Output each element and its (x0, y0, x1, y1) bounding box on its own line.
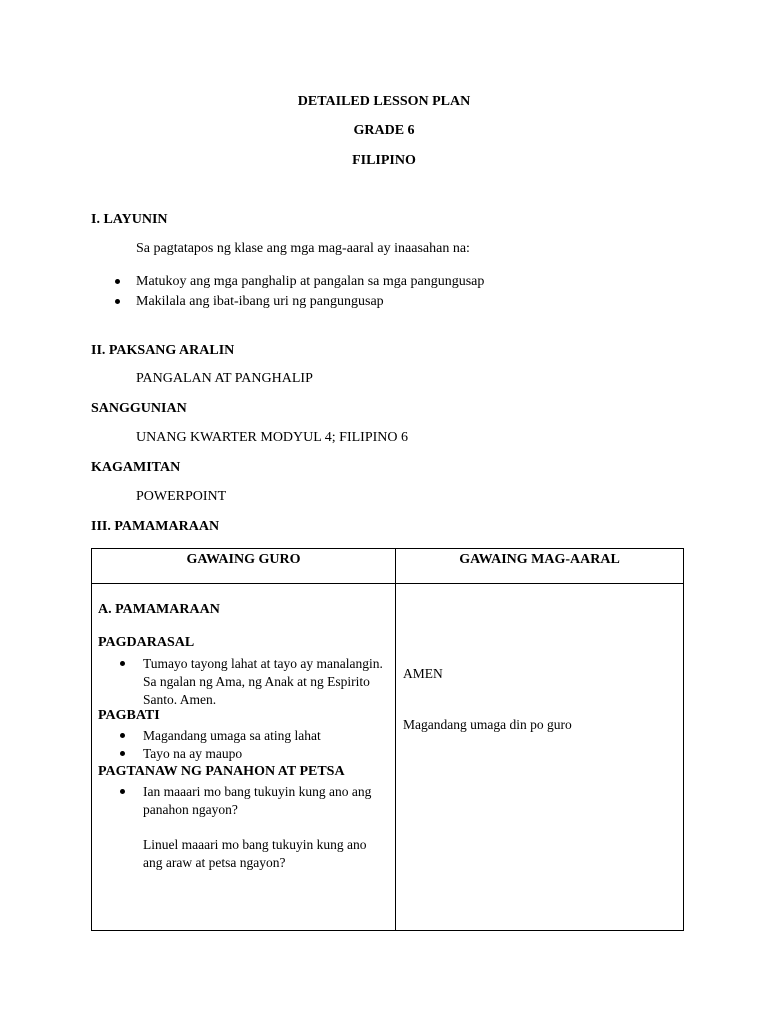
kagamitan-value: POWERPOINT (136, 489, 227, 504)
list-item: Tayo na ay maupo (98, 745, 388, 763)
column-header-student: GAWAING MAG-AARAL (396, 549, 684, 584)
table-header-row (92, 549, 684, 584)
pagbati-label: PAGBATI (98, 708, 160, 723)
kagamitan-heading: KAGAMITAN (91, 460, 181, 475)
pagtanaw-followup: Linuel maaari mo bang tukuyin kung ano ang araw at petsa ngayon? (143, 837, 367, 870)
response-amen: AMEN (403, 666, 443, 681)
list-item: Ian maaari mo bang tukuyin kung ano ang panahon ngayon? (98, 783, 388, 819)
document-title: DETAILED LESSON PLAN (297, 94, 471, 109)
list-item: Tumayo tayong lahat at tayo ay manalangin. Sa ngalan ng Ama, ng Anak at ng Espirito Santo. Amen. (98, 655, 388, 709)
sanggunian-value: UNANG KWARTER MODYUL 4; FILIPINO 6 (136, 430, 409, 445)
subject-label: FILIPINO (352, 153, 416, 168)
layunin-heading: I. LAYUNIN (91, 212, 168, 227)
bullet-icon (120, 661, 125, 666)
list-item: Makilala ang ibat-ibang uri ng pangungusap (91, 292, 484, 312)
section-title: A. PAMAMARAAN (98, 602, 220, 617)
objectives-list (91, 272, 484, 312)
activity-table (91, 548, 684, 931)
bullet-icon (120, 751, 125, 756)
student-activities-cell (396, 584, 684, 931)
grade-label: GRADE 6 (353, 123, 415, 138)
pagbati-list (98, 727, 388, 763)
list-item: Magandang umaga sa ating lahat (98, 727, 388, 745)
sanggunian-heading: SANGGUNIAN (91, 401, 187, 416)
column-header-teacher: GAWAING GURO (92, 549, 396, 584)
bullet-icon (120, 733, 125, 738)
list-item: Matukoy ang mga panghalip at pangalan sa mga pangungusap (91, 272, 484, 292)
pagdarasal-label: PAGDARASAL (98, 635, 195, 650)
pagdarasal-list (98, 655, 388, 709)
bullet-icon (115, 299, 120, 304)
response-greeting: Magandang umaga din po guro (403, 717, 572, 732)
layunin-intro: Sa pagtatapos ng klase ang mga mag-aaral ay inaasahan na: (136, 241, 470, 256)
paksang-aralin-heading: II. PAKSANG ARALIN (91, 343, 235, 358)
pagtanaw-label: PAGTANAW NG PANAHON AT PETSA (98, 764, 345, 779)
table-row (92, 584, 684, 931)
pamamaraan-heading: III. PAMAMARAAN (91, 519, 220, 534)
paksang-aralin-topic: PANGALAN AT PANGHALIP (136, 371, 313, 386)
teacher-activities-cell (92, 584, 396, 931)
bullet-icon (115, 279, 120, 284)
pagtanaw-list (98, 783, 388, 819)
bullet-icon (120, 789, 125, 794)
